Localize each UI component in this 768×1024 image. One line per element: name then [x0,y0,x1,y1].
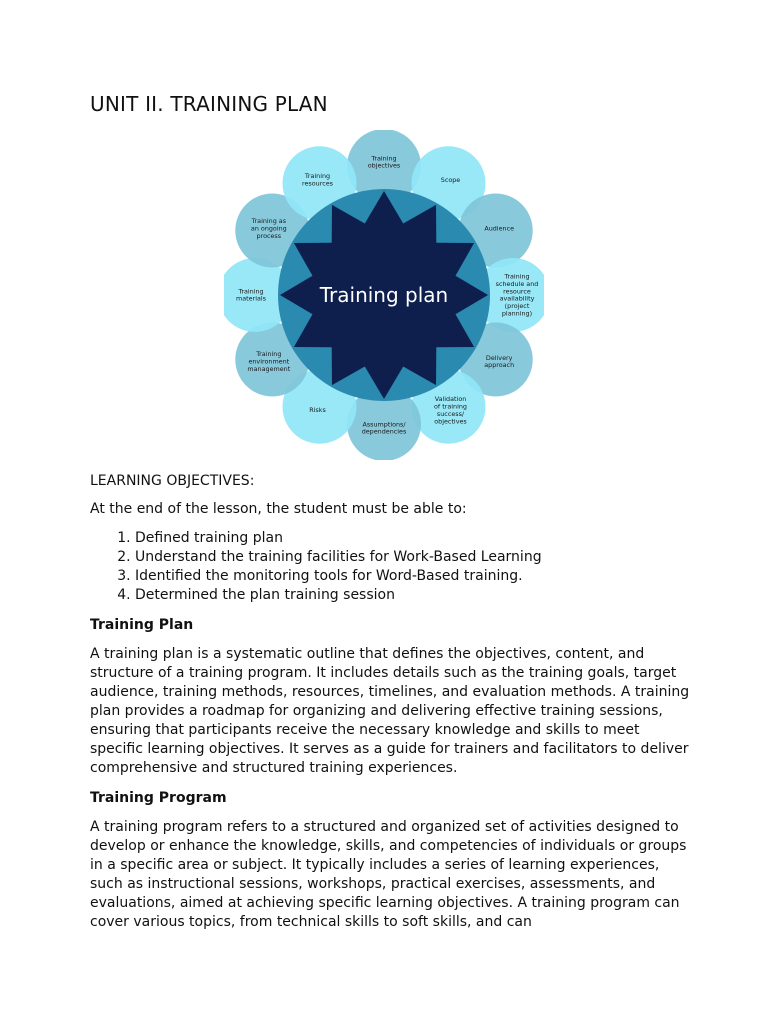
diagram-petal-label: Training objectives [367,154,401,170]
training-plan-diagram [224,130,544,460]
training-program-paragraph: A training program refers to a structured and organized set of activities designed to develop or enhance the knowledge, skills, and competencies of individuals or groups in a specific area or subject. It typically includes a series of learning experiences, such as instructional sessions, workshops, practical exercises, assessments, and evaluations, aimed at achieving specific learning objectives. A training program can cover various topics, from technical skills to soft skills, and can [90,819,687,930]
list-item: 1. Defined training plan [135,529,542,548]
training-plan-diagram-svg [224,130,544,460]
diagram-petal-label: Audience [484,224,515,233]
diagram-petal-label: Training materials [235,287,267,303]
learning-objectives-intro: At the end of the lesson, the student must be able to: [90,501,467,517]
training-program-heading: Training Program [90,790,227,806]
diagram-petal-label: Training resources [302,172,333,188]
list-item: 2. Understand the training facilities for Work-Based Learning [135,548,542,567]
diagram-center-label: Training plan [319,283,449,307]
learning-objectives-heading: LEARNING OBJECTIVES: [90,473,255,489]
unit-title: UNIT II. TRAINING PLAN [90,92,328,116]
learning-objectives-list [90,529,542,605]
diagram-petal-label: Delivery approach [484,353,515,370]
diagram-petal-label: Assumptions/ dependencies [361,420,407,436]
training-plan-paragraph: A training plan is a systematic outline that defines the objectives, content, and structure of a training program. It includes details such as the training goals, target audience, training methods, resources, timelines, and evaluation methods. A training plan provides a roadmap for organizing and delivering effective training sessions, ensuring that participants receive the necessary knowledge and skills to meet specific learning objectives. It serves as a guide for trainers and facilitators to deliver comprehensive and structured training experiences. [90,646,690,776]
diagram-petal-label: Training as an ongoing process [250,217,287,240]
diagram-petal-label: Scope [440,175,461,184]
diagram-petal-label: Validation of training success/ objectives [434,395,467,426]
list-item: 4. Determined the plan training session [135,586,542,605]
diagram-petal-label: Risks [309,406,326,415]
list-item: 3. Identified the monitoring tools for Word-Based training. [135,567,542,586]
training-plan-heading: Training Plan [90,617,194,633]
diagram-petal-label: Training schedule and resource availability (project planning) [495,272,539,318]
diagram-petal-label: Training environment management [247,350,291,373]
